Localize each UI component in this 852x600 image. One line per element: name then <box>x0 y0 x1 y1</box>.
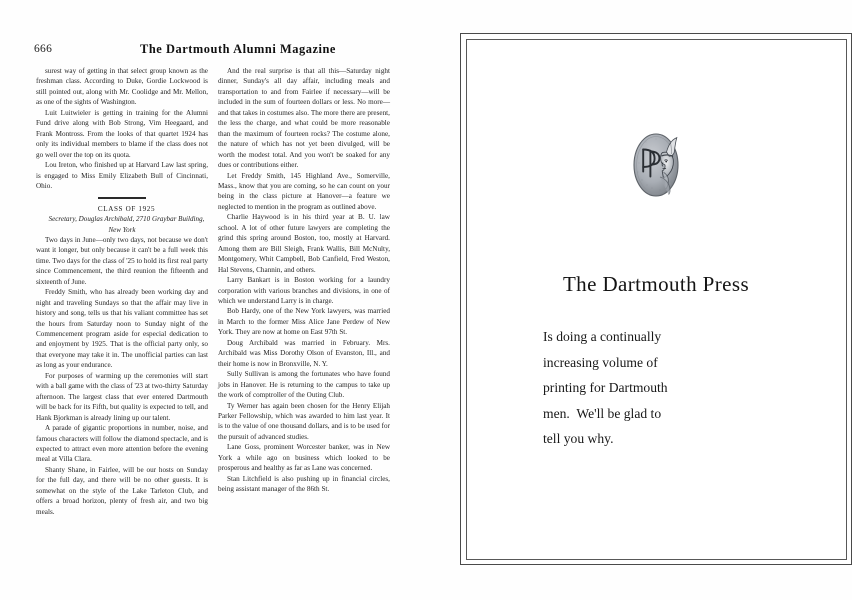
right-advertisement-page <box>426 0 852 600</box>
ad-body-line: Is doing a continually <box>543 329 662 344</box>
ad-body-line: men. We'll be glad to <box>543 405 662 421</box>
section-divider-rule <box>98 197 146 199</box>
advertisement-body-text <box>543 324 775 452</box>
paragraph: Freddy Smith, who has already been working day and night and traveling Sundays so that the affair may live in history and song, tells us that his valiant committee has set the hours from Saturday noon to Sunday night of the Commencement program aside for especial dedication to and enjoyment by 1925. That is the official party only, so that everyone may take it in. The unofficial parties can last as long as your endurance. <box>36 288 208 370</box>
paragraph: And the real surprise is that all this—Saturday night dinner, Sunday's all day affair, including meals and transportation to and from Fairlee if necessary—will be included in the sum of fourteen dollars or less. No more—and that takes in costumes also. The more there are present, the less the charge, and what could be more reasonable than the maximum of fourteen rocks? The costume alone, the nature of which has not yet been divulged, will be worth the modest total. And you won't be soaked for any dues or contributions either. <box>218 67 390 170</box>
paragraph: A parade of gigantic proportions in number, noise, and famous characters will follow the diamond spectacle, and is expected to attract even more attention before the evening meal at Villa Clara. <box>36 424 208 464</box>
class-secretary-line: Secretary, Douglas Archibald, 2710 Graybar Building, New York <box>48 215 205 234</box>
paragraph: Luit Luitwieler is getting in training for the Alumni Fund drive along with Bob Strong, Vim Heegaard, and Frank Montross. From the looks of that quartet 1924 has only its individual members to blame if the class does not go well over the top on its quota. <box>36 108 208 159</box>
page-number: 666 <box>34 43 53 55</box>
paragraph: Lou Ireton, who finished up at Harvard Law last spring, is engaged to Miss Emily Elizabeth Bull of Cincinnati, Ohio. <box>36 161 208 190</box>
paragraph: Let Freddy Smith, 145 Highland Ave., Somerville, Mass., know that you are coming, so he can count on your being in the class picture at Hanover—a feature we neglected to mention in the program as outlined above. <box>218 171 390 211</box>
paragraph: Bob Hardy, one of the New York lawyers, was married in March to the former Miss Alice Jane Perdew of New York. They are now at home on East 97th St. <box>218 307 390 337</box>
text-column-right <box>218 66 390 495</box>
running-head <box>34 42 396 60</box>
paragraph: For purposes of warming up the ceremonies will start with a ball game with the class of '23 at two-thirty Saturday afternoon. The largest class that ever entered Dartmouth will be back for its Fifth, but quality is expected to tell, and Hank Bjorkman is already lining up our talent. <box>36 371 208 422</box>
ad-body-line: tell you why. <box>543 431 614 446</box>
paragraph: Doug Archibald was married in February. Mrs. Archibald was Miss Dorothy Olson of Evanston, Ill., and their home is now in Bronxville, N. Y. <box>218 338 390 368</box>
paragraph: surest way of getting in that select group known as the freshman class. According to Duke, Gordie Lockwood is still pointed out, along with Mr. Coolidge and Mr. Mellon, as one of the sights of Washington. <box>36 67 208 107</box>
dartmouth-press-monogram-icon <box>630 130 682 200</box>
text-column-left <box>36 66 208 517</box>
magazine-title: The Dartmouth Alumni Magazine <box>140 42 336 56</box>
paragraph: Lane Goss, prominent Worcester banker, was in New York a while ago on business which looked to be prosperous and healthy as far as Lane was concerned. <box>218 443 390 473</box>
paragraph: Charlie Haywood is in his third year at B. U. law school. A lot of other future lawyers are completing the grind this spring around Boston, too, mostly at Harvard. Among them are Bill Sleigh, Frank Wallis, Bill McNulty, Montgomery, Whit Campbell, Bob Canfield, Fred Weston, Hal Stevens, Channin, and others. <box>218 213 390 274</box>
advertisement-content <box>461 34 851 564</box>
ad-body-line: increasing volume of <box>543 354 658 370</box>
paragraph: Shanty Shane, in Fairlee, will be our hosts on Sunday for the full day, and there will be no other guests. It is somewhat on the style of the Lake Tarleton Club, and offers a broad horizon, plenty of fresh air, and two big meals. <box>36 465 208 516</box>
paragraph: Ty Werner has again been chosen for the Henry Elijah Parker Fellowship, which was awarded to him last year. It is to the value of one thousand dollars, and is to be used for the pursuit of advanced studies. <box>218 401 390 441</box>
advertisement-border-frame <box>460 33 852 565</box>
ad-body-line: printing for Dartmouth <box>543 380 668 395</box>
paragraph: Sully Sullivan is among the fortunates who have found jobs in Hanover. He is returning to the campus to take up the work of comptroller of the Outing Club. <box>218 370 390 400</box>
paragraph: Larry Bankart is in Boston working for a laundry corporation with various branches and divisions, in one of which we understand Larry is in charge. <box>218 276 390 305</box>
paragraph: Two days in June—only two days, not because we don't want it longer, but only because it can't be a full week this time. Two days for the class of '25 to hold its first real party since Commencement, the third reunion the fifteenth and sixteenth of June. <box>36 235 208 286</box>
class-section-heading: CLASS OF 1925 <box>97 205 156 214</box>
paragraph: Stan Litchfield is also pushing up in financial circles, being assistant manager of the 86th St. <box>218 474 390 494</box>
advertisement-headline: The Dartmouth Press <box>562 272 750 296</box>
